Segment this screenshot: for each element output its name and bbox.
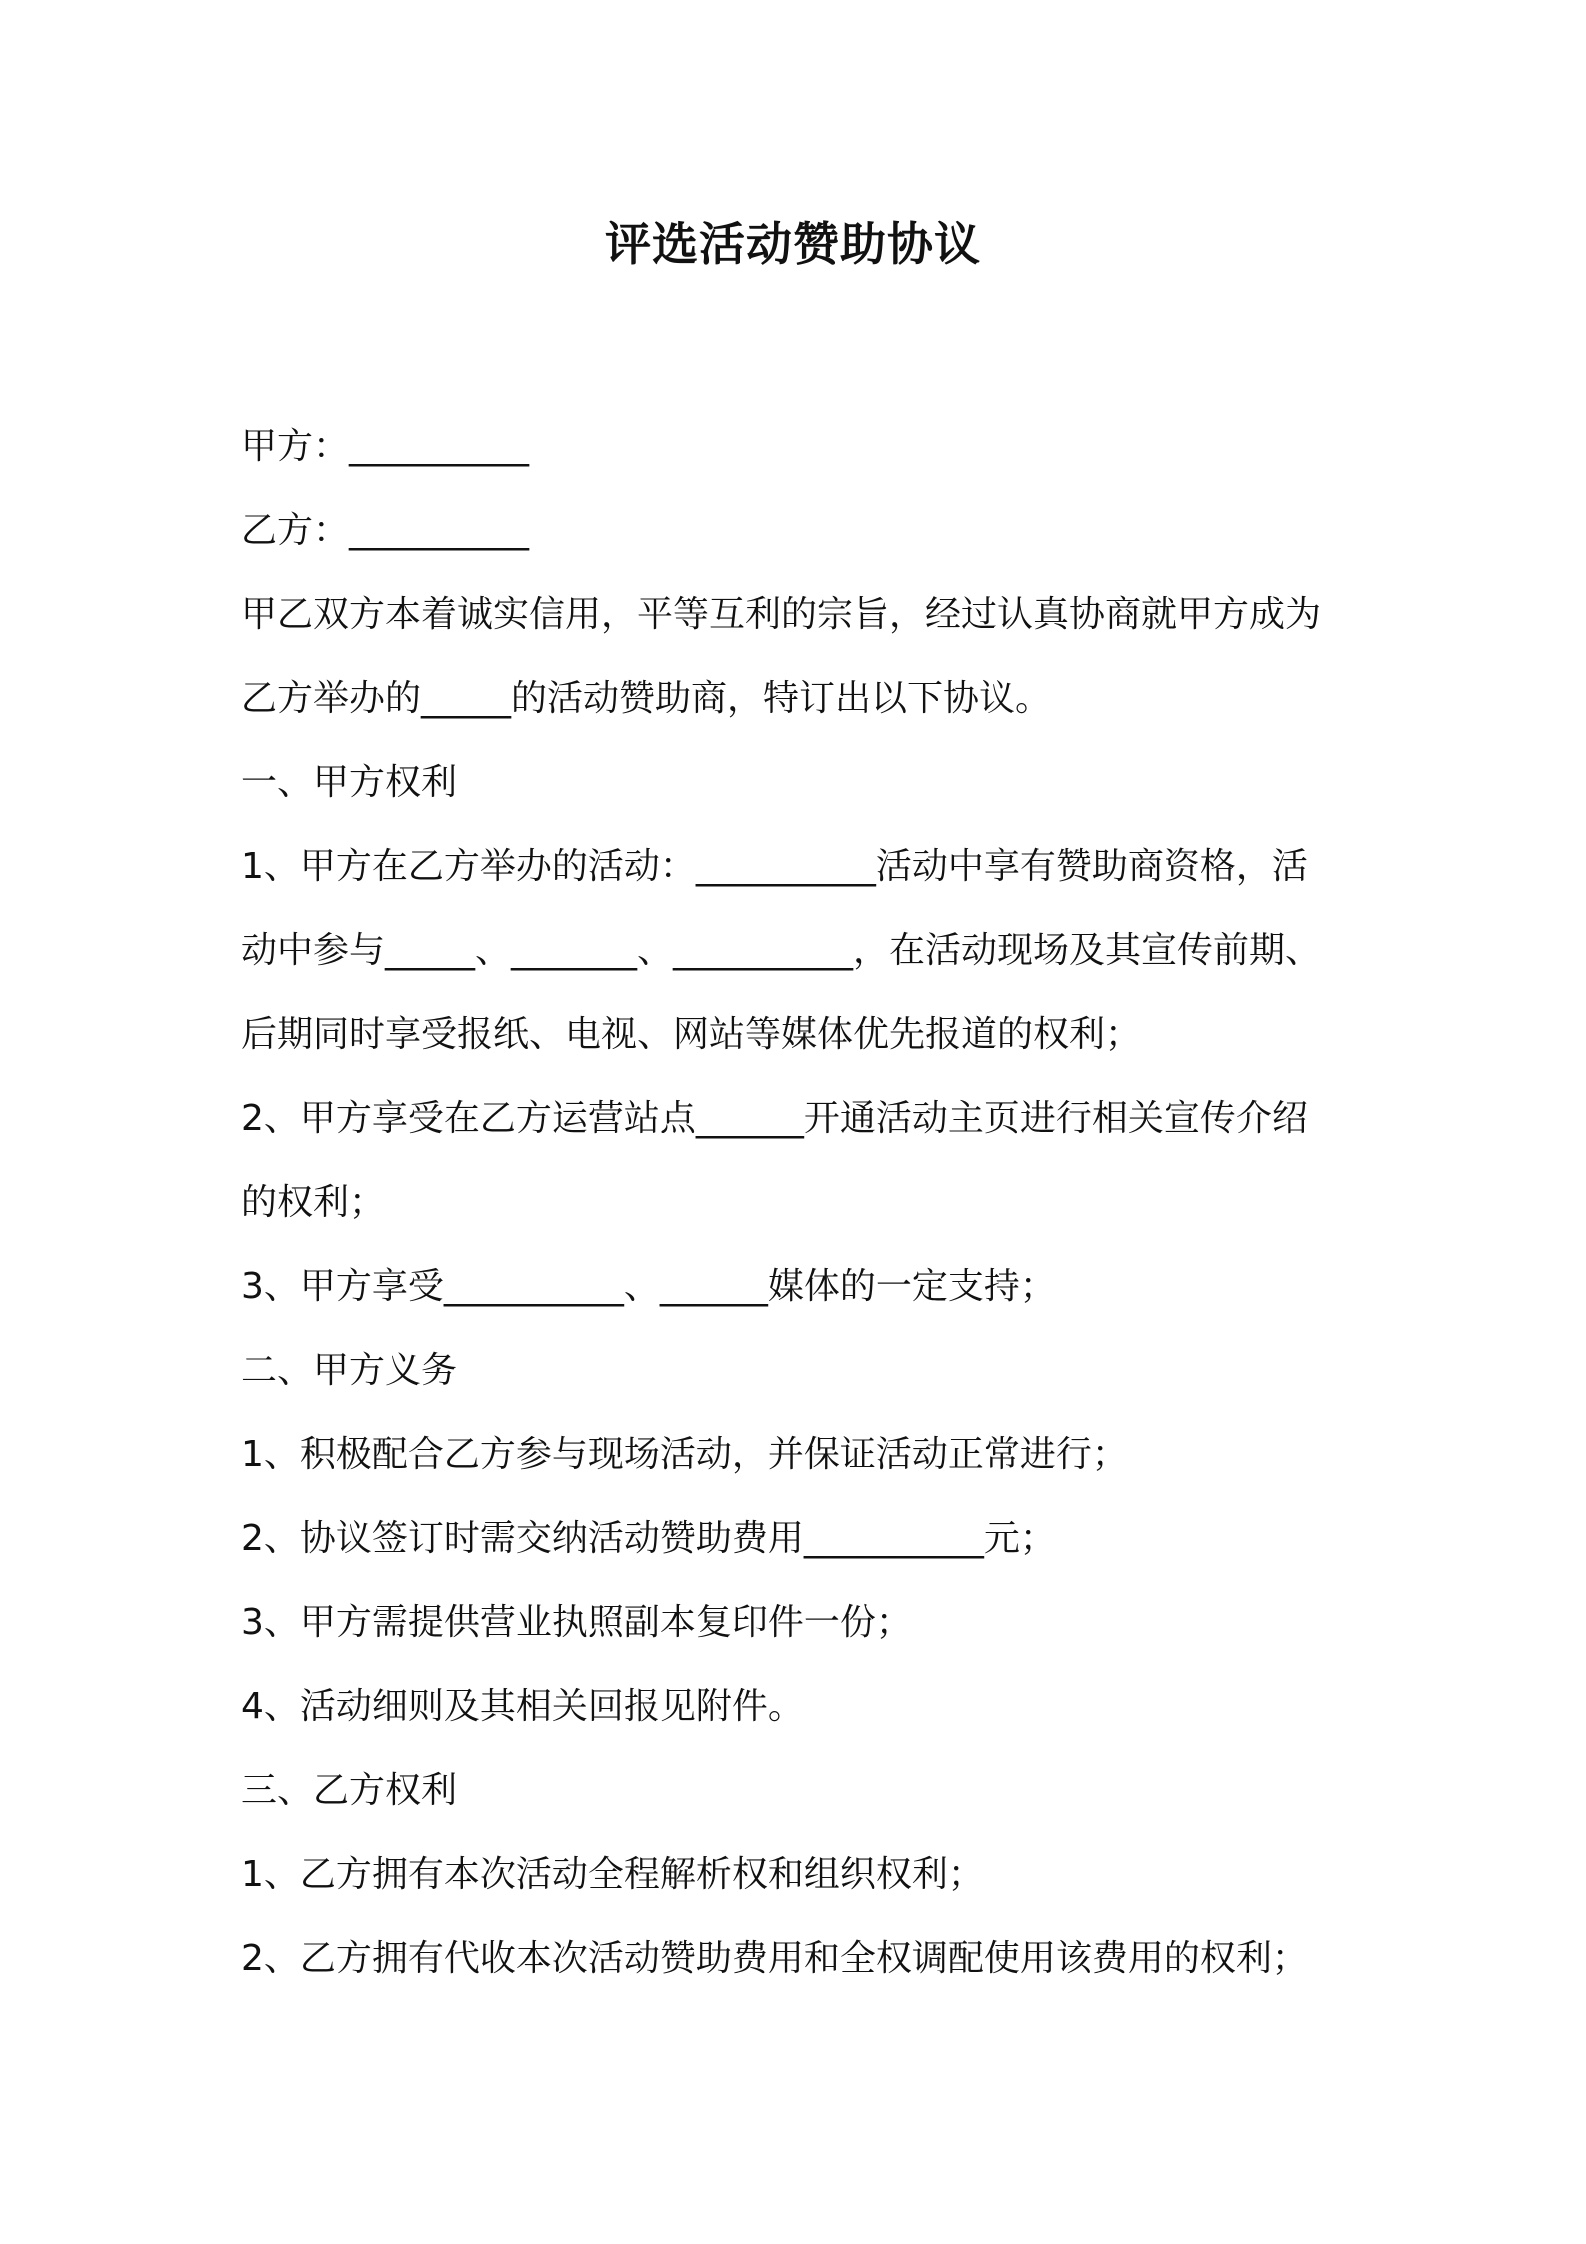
clause-line: 1、积极配合乙方参与现场活动，并保证活动正常进行； bbox=[241, 1434, 1128, 1475]
clause-line: 2、协议签订时需交纳活动赞助费用__________元； bbox=[241, 1518, 1056, 1559]
document-title: 评选活动赞助协议 bbox=[605, 217, 981, 271]
section-heading-party-a-rights: 一、甲方权利 bbox=[241, 762, 458, 803]
clause-line: 4、活动细则及其相关回报见附件。 bbox=[241, 1686, 804, 1727]
preamble-line-1: 甲乙双方本着诚实信用，平等互利的宗旨，经过认真协商就甲方成为 bbox=[241, 594, 1322, 635]
clause-line: 3、甲方需提供营业执照副本复印件一份； bbox=[241, 1602, 912, 1643]
clause-line: 后期同时享受报纸、电视、网站等媒体优先报道的权利； bbox=[241, 1014, 1142, 1055]
clause-line: 的权利； bbox=[241, 1182, 386, 1223]
section-heading-party-a-obligations: 二、甲方义务 bbox=[241, 1350, 458, 1391]
clause-line: 2、乙方拥有代收本次活动赞助费用和全权调配使用该费用的权利； bbox=[241, 1938, 1308, 1979]
clause-line: 3、甲方享受__________、______媒体的一定支持； bbox=[241, 1266, 1056, 1307]
preamble-line-2: 乙方举办的_____的活动赞助商，特订出以下协议。 bbox=[241, 678, 1052, 719]
document-body bbox=[241, 405, 1361, 2001]
clause-line: 动中参与_____、_______、__________，在活动现场及其宣传前期、 bbox=[241, 930, 1322, 971]
clause-line: 2、甲方享受在乙方运营站点______开通活动主页进行相关宣传介绍 bbox=[241, 1098, 1308, 1139]
clause-line: 1、甲方在乙方举办的活动：__________活动中享有赞助商资格，活 bbox=[241, 846, 1308, 887]
party-b-line: 乙方：__________ bbox=[241, 510, 530, 551]
section-heading-party-b-rights: 三、乙方权利 bbox=[241, 1770, 458, 1811]
party-a-line: 甲方：__________ bbox=[241, 426, 530, 467]
clause-line: 1、乙方拥有本次活动全程解析权和组织权利； bbox=[241, 1854, 984, 1895]
